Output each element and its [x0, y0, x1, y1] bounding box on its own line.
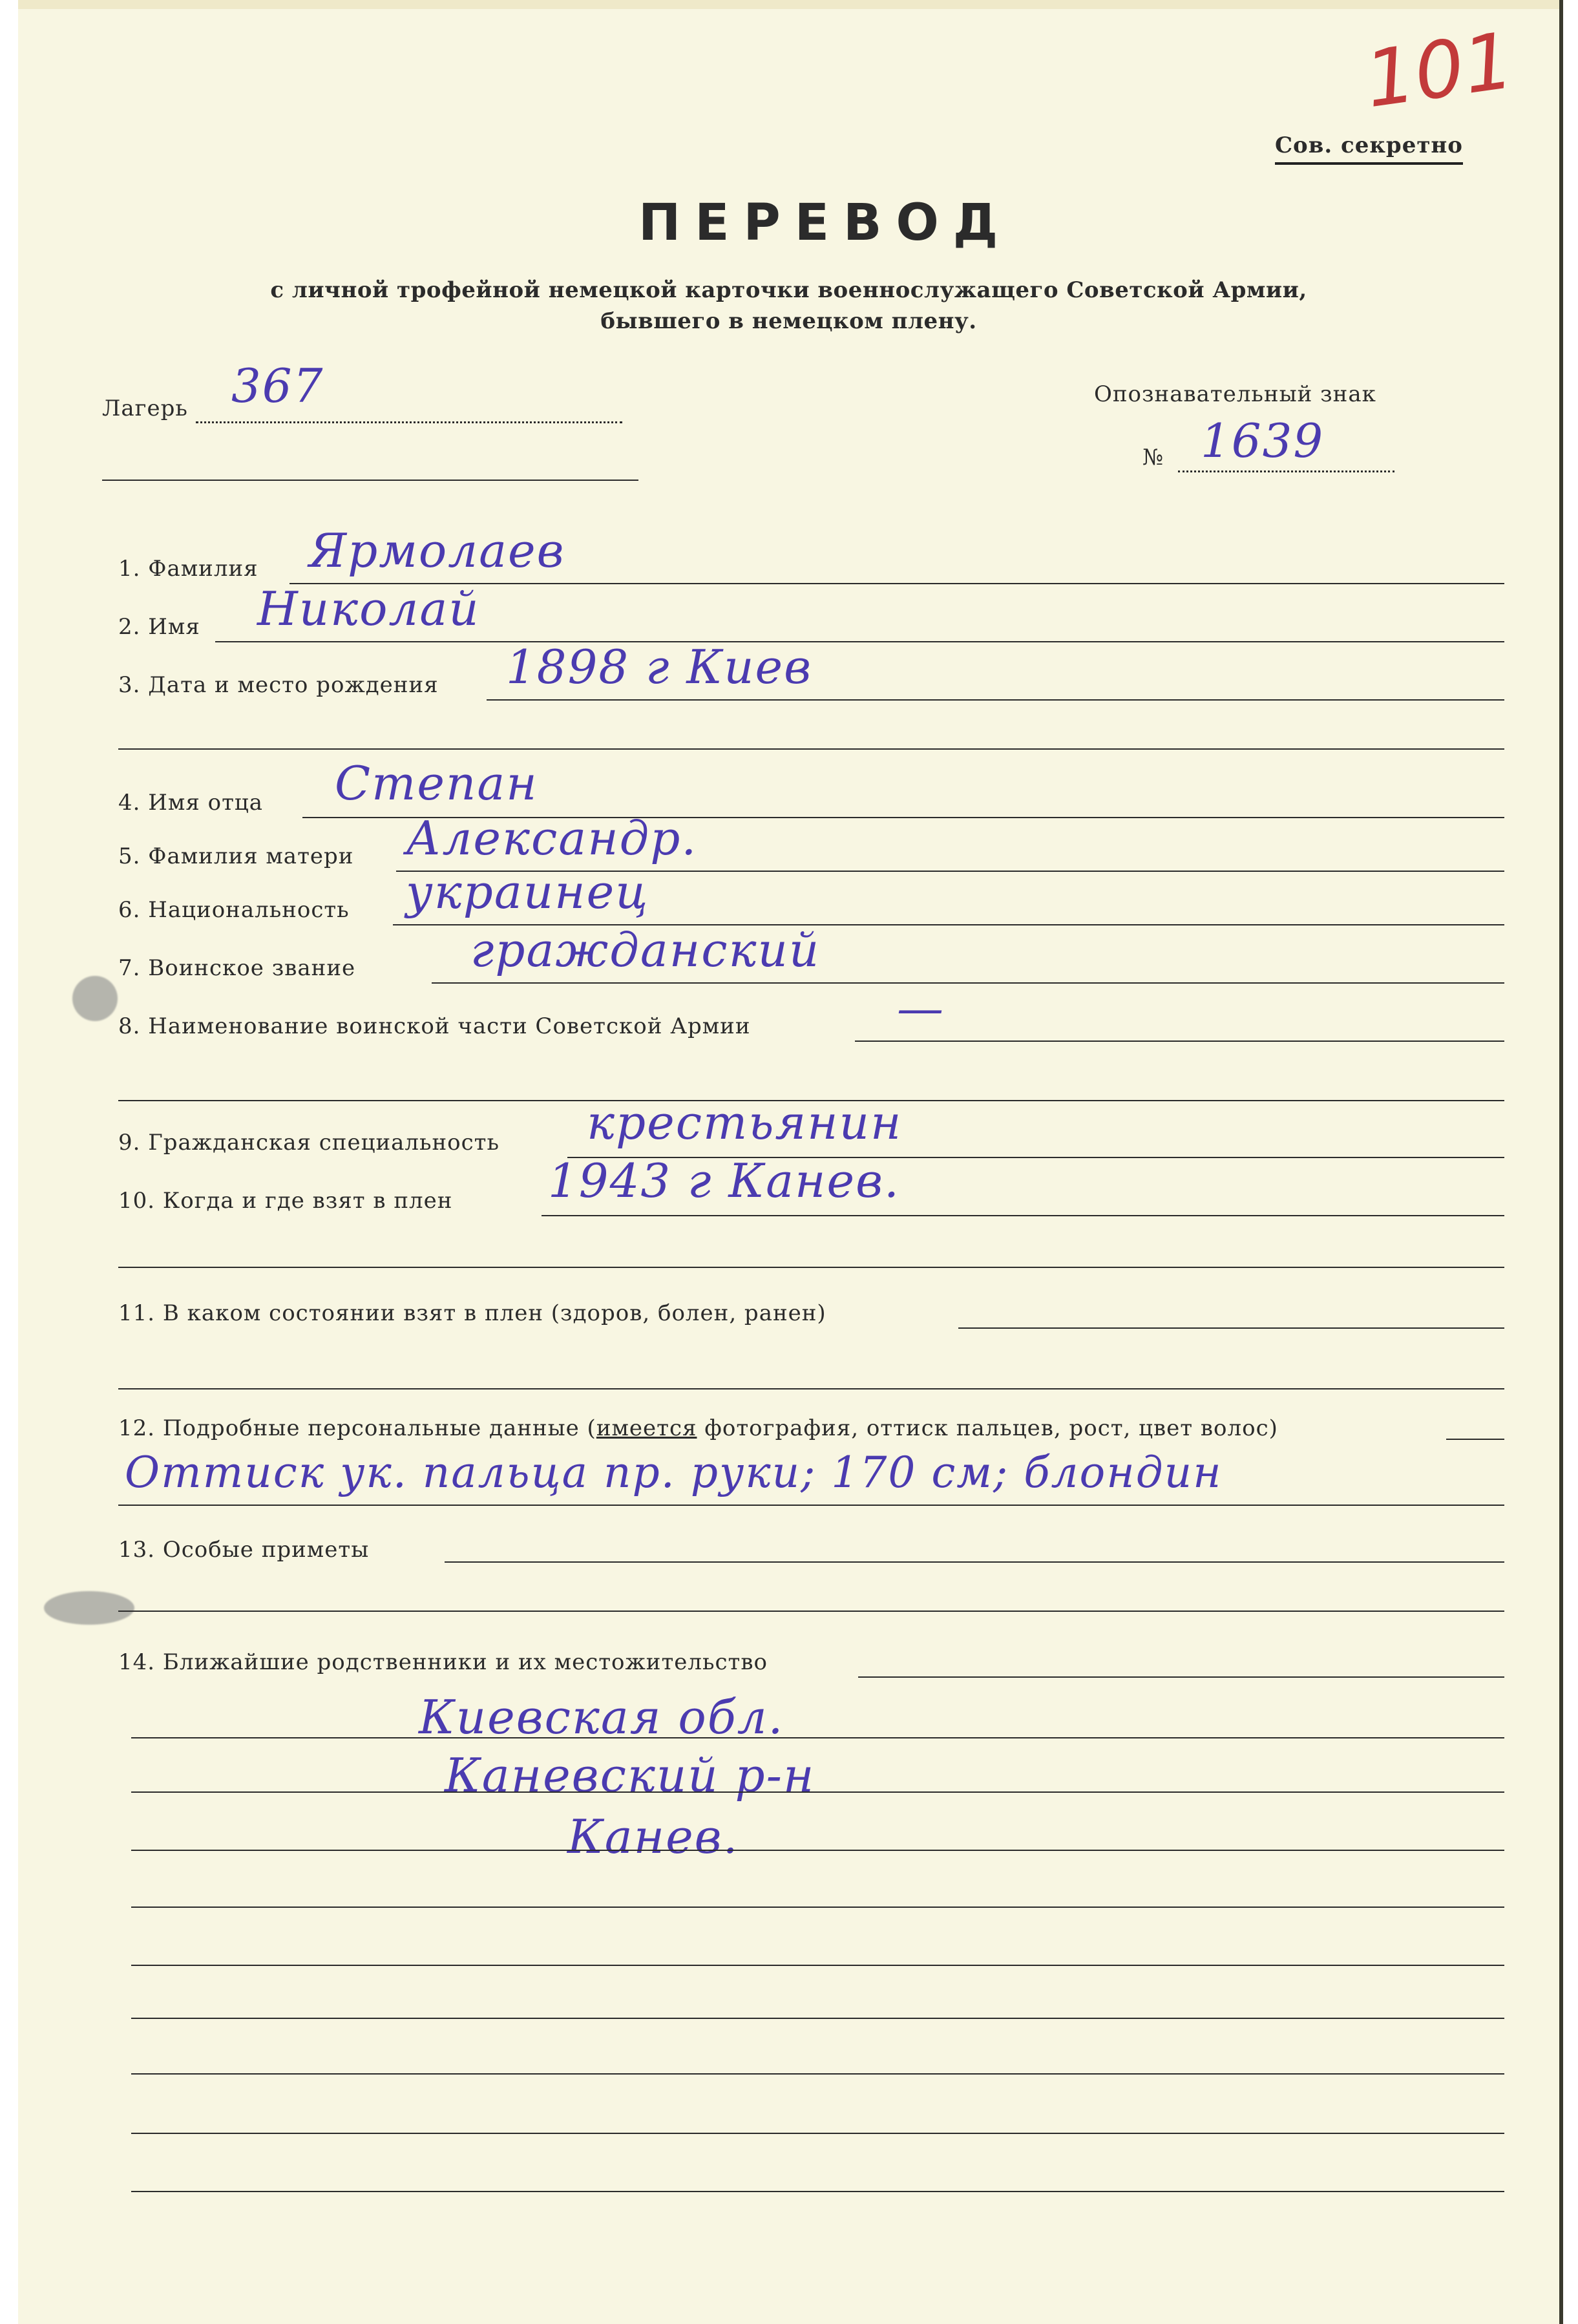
camp-value: 367	[231, 359, 324, 413]
field-8-value: —	[897, 981, 945, 1035]
field-11-continuation-line	[118, 1388, 1504, 1389]
relatives-line-9	[131, 2191, 1504, 2192]
relatives-line-1	[131, 1737, 1504, 1738]
field-3-label: 3. Дата и место рождения	[118, 672, 439, 698]
id-tag-value: 1639	[1201, 414, 1325, 468]
field-12-label-emphasis: имеется	[596, 1415, 697, 1441]
field-12-label-part2: фотография, оттиск пальцев, рост, цвет волос)	[697, 1415, 1278, 1441]
document-page	[18, 0, 1563, 2324]
camp-value-line	[196, 421, 622, 423]
punch-hole-lower	[44, 1591, 134, 1625]
field-13-line	[445, 1561, 1504, 1563]
document-title: ПЕРЕВОД	[638, 194, 1013, 252]
relatives-line-6	[131, 2018, 1504, 2019]
field-5-label: 5. Фамилия матери	[118, 843, 354, 869]
field-11-label: 11. В каком состоянии взят в плен (здоров, болен, ранен)	[118, 1300, 826, 1326]
field-13-label: 13. Особые приметы	[118, 1537, 370, 1563]
field-1-value: Ярмолаев	[309, 523, 565, 578]
camp-extra-line	[102, 480, 638, 481]
field-14-value-line-3: Канев.	[567, 1810, 739, 1864]
camp-label: Лагерь	[102, 396, 188, 421]
id-tag-value-line	[1178, 470, 1394, 472]
field-10-continuation-line	[118, 1267, 1504, 1268]
field-12-line	[1446, 1439, 1504, 1440]
relatives-line-3	[131, 1850, 1504, 1851]
field-5-value: Александр.	[406, 811, 698, 865]
field-9-label: 9. Гражданская специальность	[118, 1130, 500, 1156]
field-3-line	[487, 699, 1504, 701]
field-10-value: 1943 г Канев.	[548, 1154, 900, 1208]
field-14-value-line-2: Каневский р-н	[445, 1748, 815, 1802]
relatives-line-5	[131, 1965, 1504, 1966]
relatives-line-7	[131, 2073, 1504, 2075]
field-14-line	[858, 1676, 1504, 1678]
field-13-continuation-line	[118, 1611, 1504, 1612]
document-subtitle-line2: бывшего в немецком плену.	[600, 308, 977, 334]
field-7-value: гражданский	[470, 923, 821, 977]
field-8-label: 8. Наименование воинской части Советской Армии	[118, 1013, 751, 1039]
field-12-value: Оттиск ук. пальца пр. руки; 170 см; блондин	[125, 1448, 1223, 1497]
field-10-label: 10. Когда и где взят в плен	[118, 1188, 453, 1214]
field-6-label: 6. Национальность	[118, 897, 350, 923]
classification-stamp: Сов. секретно	[1275, 132, 1463, 165]
field-3-value: 1898 г Киев	[506, 640, 813, 694]
field-12-label	[118, 1415, 1278, 1441]
field-2-value: Николай	[257, 582, 480, 636]
field-1-label: 1. Фамилия	[118, 556, 258, 582]
field-12-value-line	[118, 1505, 1504, 1506]
field-2-label: 2. Имя	[118, 614, 200, 640]
field-7-label: 7. Воинское звание	[118, 955, 356, 981]
relatives-line-2	[131, 1791, 1504, 1793]
field-3-continuation-line	[118, 748, 1504, 750]
relatives-line-8	[131, 2133, 1504, 2134]
field-14-value-line-1: Киевская обл.	[419, 1690, 784, 1744]
field-11-line	[958, 1327, 1504, 1329]
sheet-number: 101	[1360, 16, 1519, 126]
field-10-line	[542, 1215, 1504, 1216]
field-14-label: 14. Ближайшие родственники и их местожительство	[118, 1649, 768, 1675]
id-tag-number-label: №	[1142, 445, 1164, 470]
field-4-value: Степан	[335, 756, 538, 810]
document-subtitle-line1: с личной трофейной немецкой карточки военнослужащего Советской Армии,	[270, 277, 1307, 303]
id-tag-label: Опознавательный знак	[1094, 381, 1376, 407]
field-12-label-part1: 12. Подробные персональные данные (	[118, 1415, 596, 1441]
punch-hole-upper	[72, 976, 118, 1021]
paper-edge	[18, 0, 1559, 9]
field-8-line	[855, 1041, 1504, 1042]
field-4-label: 4. Имя отца	[118, 790, 264, 816]
field-2-line	[215, 641, 1504, 642]
field-7-line	[432, 982, 1504, 984]
field-9-value: крестьянин	[587, 1095, 903, 1150]
field-6-value: украинец	[406, 865, 649, 919]
relatives-line-4	[131, 1907, 1504, 1908]
